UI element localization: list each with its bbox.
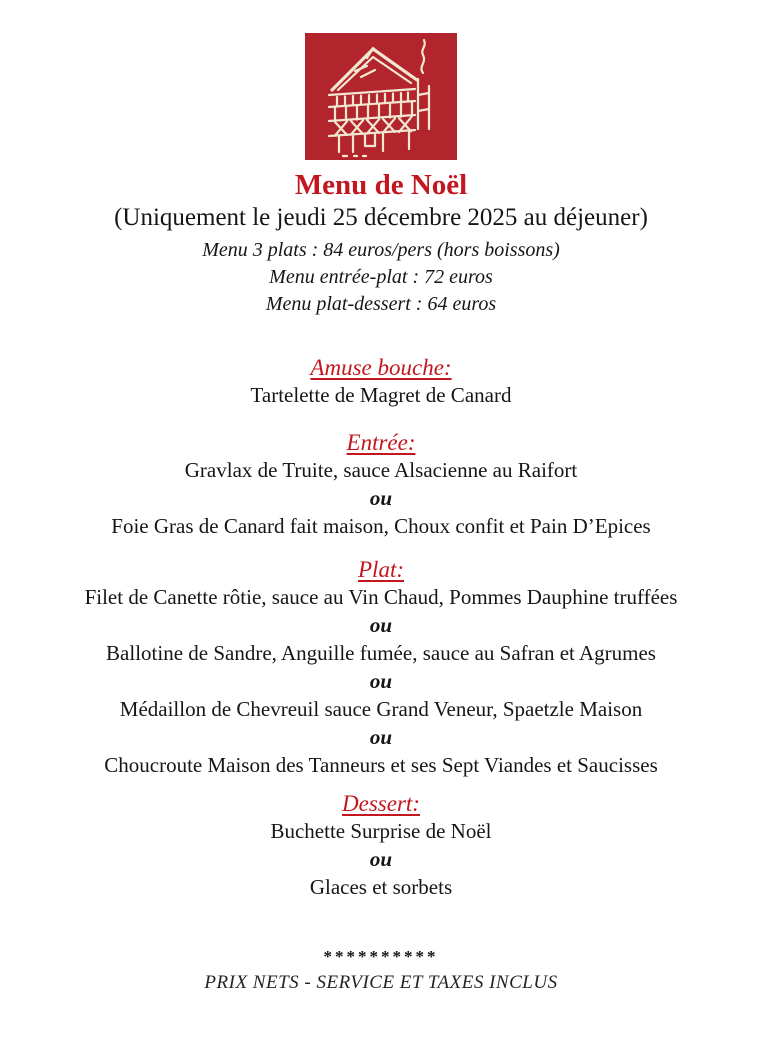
- section-plat: [0, 556, 762, 779]
- section-entree: [0, 429, 762, 540]
- menu-date-subtitle: (Uniquement le jeudi 25 décembre 2025 au déjeuner): [114, 204, 648, 231]
- or-separator: ou: [369, 725, 393, 749]
- section-amuse-bouche: [0, 354, 762, 409]
- pricing-line-main-dessert: Menu plat-dessert : 64 euros: [265, 293, 497, 315]
- menu-item: Glaces et sorbets: [309, 875, 453, 899]
- section-heading-entree: Entrée:: [346, 430, 416, 455]
- menu-item: Ballotine de Sandre, Anguille fumée, sauce au Safran et Agrumes: [106, 641, 656, 665]
- or-separator: ou: [369, 669, 393, 693]
- menu-item: Choucroute Maison des Tanneurs et ses Sept Viandes et Saucisses: [104, 753, 658, 777]
- price-notice: PRIX NETS - SERVICE ET TAXES INCLUS: [204, 972, 558, 993]
- or-separator: ou: [369, 486, 393, 510]
- pricing-line-full-menu: Menu 3 plats : 84 euros/pers (hors boissons): [202, 239, 560, 261]
- section-heading-plat: Plat:: [358, 557, 404, 582]
- menu-page: [0, 33, 762, 1057]
- page-title: Menu de Noël: [294, 169, 468, 201]
- footer: [0, 946, 762, 995]
- pricing-line-starter-main: Menu entrée-plat : 72 euros: [269, 266, 493, 288]
- menu-item: Tartelette de Magret de Canard: [250, 383, 512, 407]
- section-heading-amuse-bouche: Amuse bouche:: [310, 355, 452, 380]
- section-dessert: [0, 790, 762, 901]
- menu-item: Foie Gras de Canard fait maison, Choux confit et Pain D’Epices: [111, 514, 651, 538]
- menu-item: Filet de Canette rôtie, sauce au Vin Chaud, Pommes Dauphine truffées: [84, 585, 678, 609]
- menu-item: Buchette Surprise de Noël: [270, 819, 492, 843]
- stars-divider: **********: [323, 947, 439, 966]
- menu-item: Gravlax de Truite, sauce Alsacienne au Raifort: [184, 458, 578, 482]
- or-separator: ou: [369, 847, 393, 871]
- section-heading-dessert: Dessert:: [342, 791, 420, 816]
- or-separator: ou: [369, 613, 393, 637]
- menu-item: Médaillon de Chevreuil sauce Grand Veneur, Spaetzle Maison: [119, 697, 643, 721]
- pricing-block: [0, 237, 762, 318]
- half-timbered-house-icon: [305, 33, 457, 160]
- restaurant-logo: [305, 33, 457, 160]
